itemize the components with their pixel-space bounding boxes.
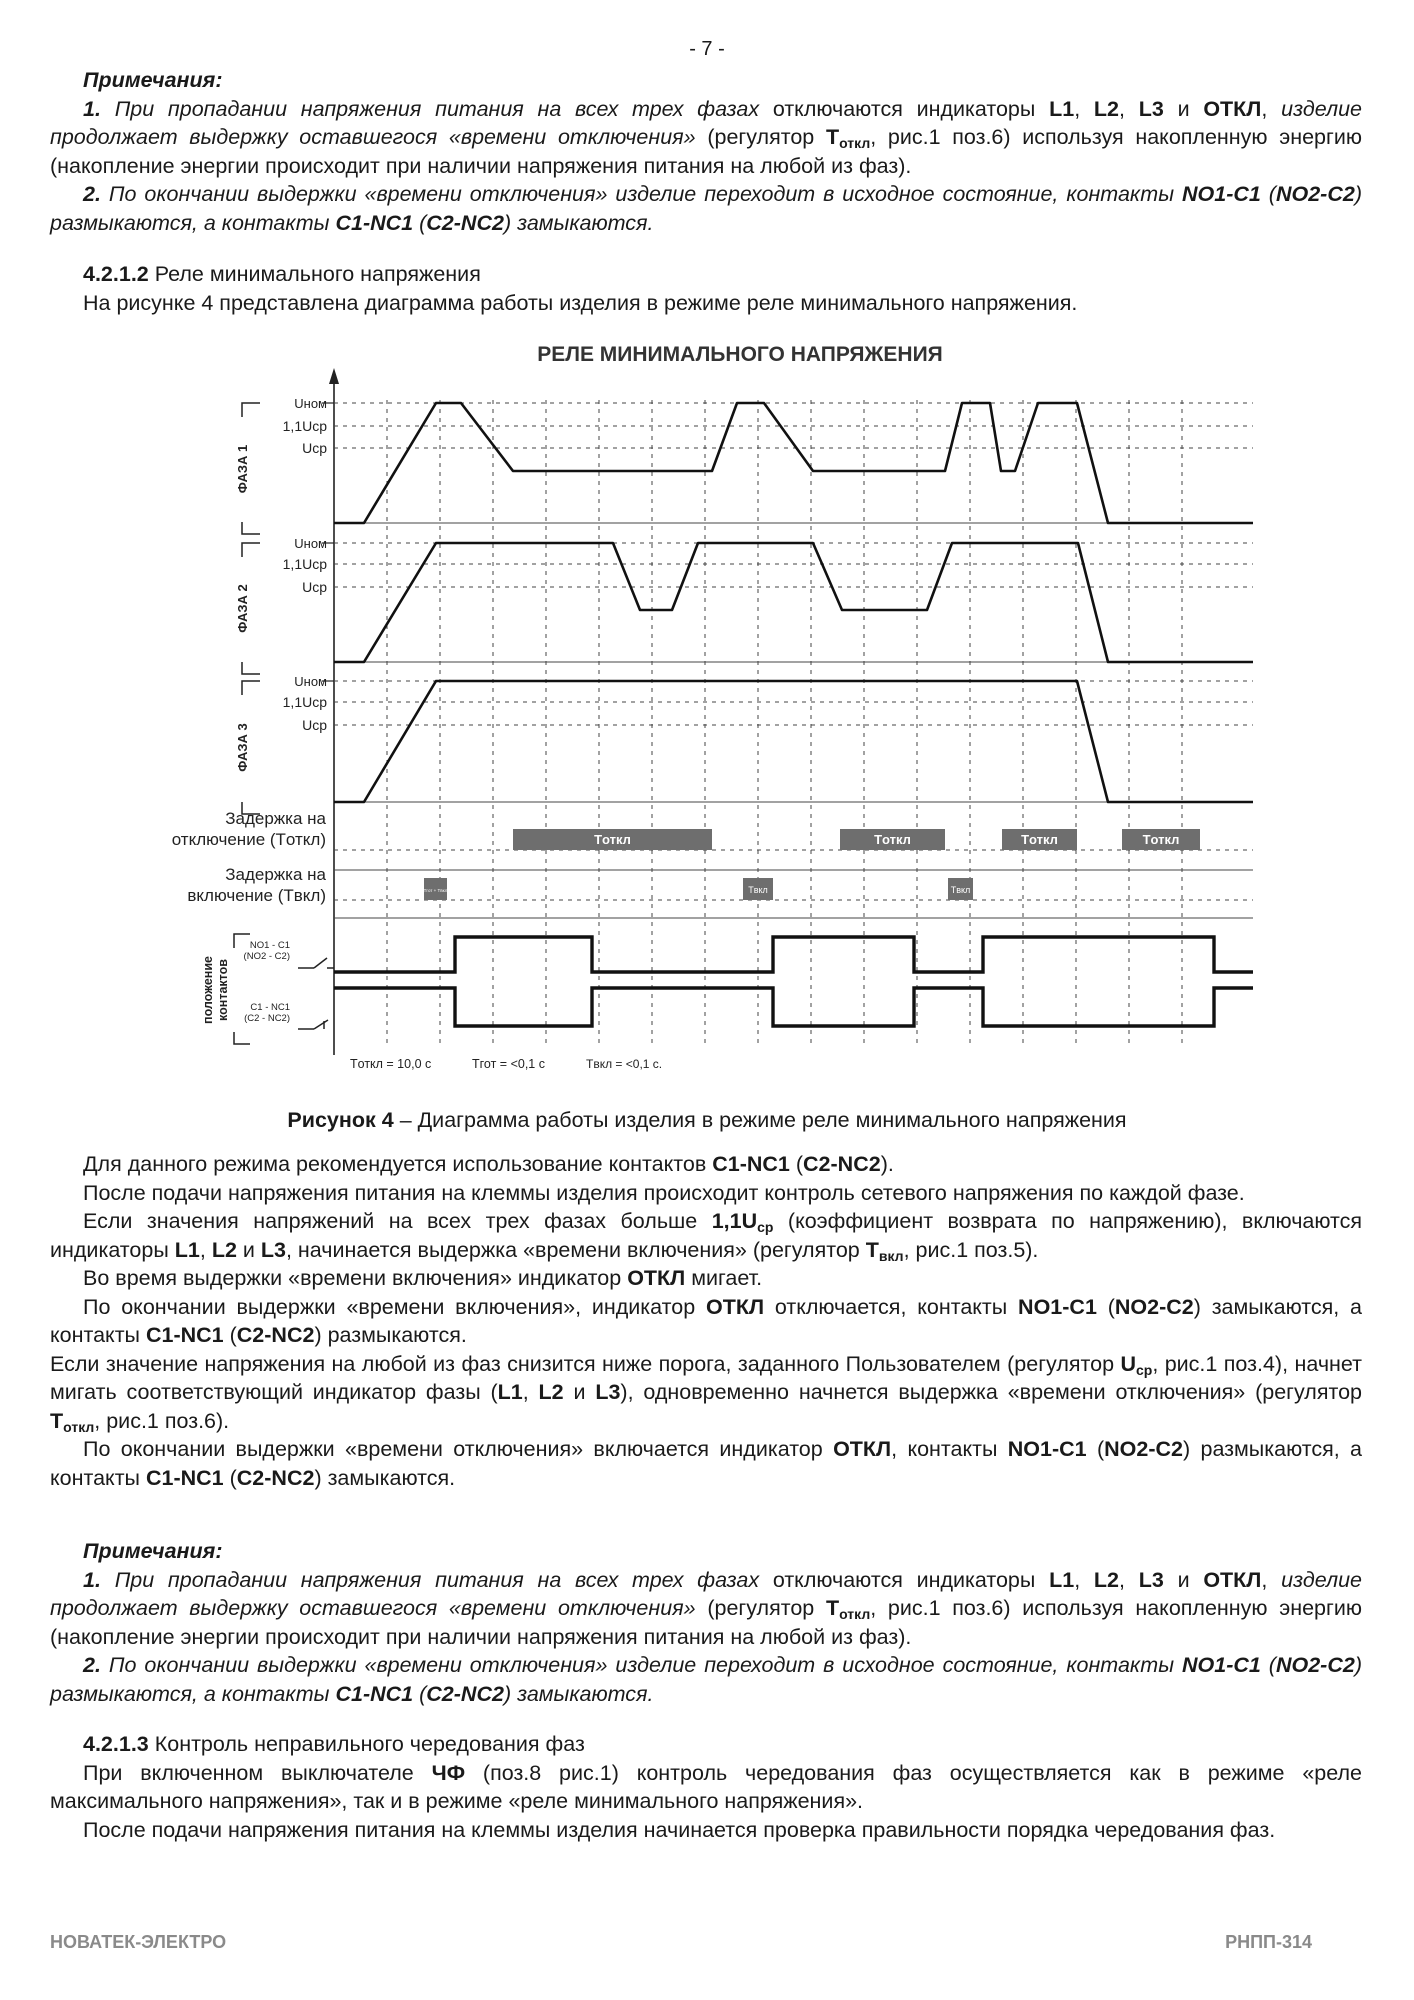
body-p7: По окончании выдержки «времени отключения» включается индикатор ОТКЛ, контакты NO1-C1 (NO2-C2) размыкаются, а контакты C1-NC1 (C2-NC2) замыкаются. — [50, 1437, 1362, 1490]
phase-waveform — [334, 543, 1253, 662]
ton-bar-label: Tвкл — [950, 885, 971, 895]
switch-no-blade — [314, 958, 327, 968]
phase-label: ФАЗА 3 — [235, 723, 250, 772]
level-label-unom: Uном — [294, 674, 327, 689]
section-4213-p2: После подачи напряжения питания на клеммы изделия начинается проверка правильности порядка чередования фаз. — [83, 1817, 1276, 1842]
section-4212-intro: На рисунке 4 представлена диаграмма работы изделия в режиме реле минимального напряжения. — [83, 290, 1078, 315]
level-label-unom: Uном — [294, 536, 327, 551]
phase-bracket-top — [242, 543, 260, 557]
section-4213-heading: 4.2.1.3 Контроль неправильного чередования фаз — [83, 1732, 585, 1756]
page-number: - 7 - — [689, 38, 725, 60]
body-p5: По окончании выдержки «времени включения», индикатор ОТКЛ отключается, контакты NO1-C1 (NO2-C2) замыкаются, а контакты C1-NC1 (C2-NC2) размыкаются. — [50, 1294, 1362, 1347]
note-1-repeat: 1. При пропадании напряжения питания на всех трех фазах отключаются индикаторы L1, L2, L3 и ОТКЛ, изделие продолжает выдержку оставшегося «времени отключения» (регулятор $Т_{откл}$, рис.1 поз.6) используя накопленную энергию (накопление энергии происходит при наличии напряжения питания на любой из фаз). — [50, 1567, 1363, 1649]
body-p1: Для данного режима рекомендуется использование контактов C1-NC1 (C2-NC2). — [83, 1152, 894, 1176]
phase-bracket-bottom — [242, 522, 260, 534]
phase-bracket-bottom — [242, 662, 260, 674]
contacts-label-1: положение — [201, 956, 215, 1024]
body-text — [50, 1150, 1362, 1492]
notes-block-bottom — [50, 1537, 1362, 1708]
nc-label-1: C1 - NC1 — [250, 1002, 290, 1013]
contact-rows — [201, 934, 1253, 1044]
contacts-label-2: контактов — [216, 959, 230, 1021]
phase-bracket-top — [242, 681, 260, 695]
note-2-repeat: 2. По окончании выдержки «времени отключения» изделие переходит в исходное состояние, контакты NO1-C1 (NO2-C2) размыкаются, а контакты C1-NC1 (C2-NC2) замыкаются. — [50, 1653, 1362, 1706]
phase-label: ФАЗА 2 — [235, 584, 250, 633]
ton-bar-label: Tвкл — [748, 885, 768, 895]
figure-caption: Рисунок 4 – Диаграмма работы изделия в режиме реле минимального напряжения — [287, 1108, 1127, 1132]
contacts-bracket-top — [234, 934, 250, 948]
section-4212-heading: 4.2.1.2 Реле минимального напряжения — [83, 262, 481, 286]
nc-label-2: (C2 - NC2) — [244, 1013, 290, 1024]
level-label-ucp: Uср — [302, 717, 327, 733]
section-4213 — [50, 1730, 1362, 1844]
diagram-legend — [350, 1057, 662, 1071]
delay-on-label-2: включение (Tвкл) — [187, 886, 326, 905]
phase-bracket-top — [242, 403, 260, 417]
level-label-ucp: Uср — [302, 579, 327, 595]
body-p4: Во время выдержки «времени включения» индикатор ОТКЛ мигает. — [83, 1266, 763, 1290]
level-label-11ucp: 1,1Uср — [282, 694, 327, 710]
footer-company: НОВАТЕК-ЭЛЕКТРО — [50, 1932, 227, 1952]
level-label-11ucp: 1,1Uср — [282, 556, 327, 572]
phase-waveform — [334, 403, 1253, 523]
legend-ton: Tвкл = <0,1 с. — [586, 1057, 663, 1071]
note-1: 1. При пропадании напряжения питания на всех трех фазах отключаются индикаторы L1, L2, L3 и ОТКЛ, изделие продолжает выдержку оставшегося «времени отключения» (регулятор $Т_{откл}$, рис.1 поз.6) используя накопленную энергию (накопление энергии происходит при наличии напряжения питания на любой из фаз). — [50, 96, 1363, 178]
note-2: 2. По окончании выдержки «времени отключения» изделие переходит в исходное состояние, контакты NO1-C1 (NO2-C2) размыкаются, а контакты C1-NC1 (C2-NC2) замыкаются. — [50, 182, 1362, 235]
legend-tgot: Tгот = <0,1 с — [472, 1057, 545, 1071]
phase-waveforms — [235, 396, 1253, 814]
delay-rows — [172, 809, 1200, 905]
no-label-2: (NO2 - C2) — [243, 951, 290, 962]
notes-heading: Примечания: — [83, 68, 223, 92]
legend-toff: Tоткл = 10,0 с — [350, 1057, 432, 1071]
diagram-title: РЕЛЕ МИНИМАЛЬНОГО НАПРЯЖЕНИЯ — [537, 343, 943, 366]
contact-no-wave — [334, 937, 1253, 972]
level-label-unom: Uном — [294, 396, 327, 411]
y-axis-arrow — [329, 368, 339, 384]
phase-waveform — [334, 681, 1253, 802]
tgot-bar-label: Tгот + Tвкл — [423, 888, 448, 893]
no-label-1: NO1 - C1 — [249, 940, 290, 951]
notes-block-top — [50, 66, 1362, 237]
section-4213-p1: При включенном выключателе ЧФ (поз.8 рис.1) контроль чередования фаз осуществляется как в режиме «реле максимального напряжения», так и в режиме «реле минимального напряжения». — [50, 1760, 1362, 1813]
footer-model: РНПП-314 — [1225, 1932, 1312, 1952]
delay-off-label-2: отключение (Tоткл) — [171, 830, 326, 849]
toff-bar-label: Tоткл — [1021, 832, 1058, 847]
switch-nc-blade — [314, 1020, 328, 1029]
phase-label: ФАЗА 1 — [235, 444, 250, 494]
body-p6: Если значение напряжения на любой из фаз снизится ниже порога, заданного Пользователем (регулятор $U_{ср}$, рис.1 поз.4), начнет мигать соответствующий индикатор фазы (L1, L2 и L3), одновременно начнется выдержка «времени отключения» (регулятор $Т_{откл}$, рис.1 поз.6). — [50, 1351, 1362, 1435]
delay-on-label-1: Задержка на — [225, 865, 326, 884]
contacts-bracket-bottom — [234, 1032, 250, 1044]
toff-bar-label: Tоткл — [1142, 832, 1180, 847]
section-4212 — [50, 260, 1362, 317]
level-label-ucp: Uср — [302, 440, 327, 456]
delay-off-label-1: Задержка на — [225, 809, 326, 828]
body-p3: Если значения напряжений на всех трех фазах больше $1,1U_{ср}$ (коэффициент возврата по напряжению), включаются индикаторы L1, L2 и L3, начинается выдержка «времени включения» (регулятор $Т_{вкл}$, рис.1 поз.5). — [50, 1209, 1362, 1264]
contact-nc-wave — [334, 988, 1253, 1026]
timing-diagram — [171, 340, 1270, 1080]
level-label-11ucp: 1,1Uср — [282, 418, 327, 434]
notes-heading-2: Примечания: — [83, 1539, 223, 1563]
body-p2: После подачи напряжения питания на клеммы изделия происходит контроль сетевого напряжения по каждой фазе. — [83, 1180, 1245, 1205]
toff-bar-label: Tоткл — [594, 832, 631, 847]
grid-lines — [334, 400, 1253, 1045]
toff-bar-label: Tоткл — [874, 832, 911, 847]
